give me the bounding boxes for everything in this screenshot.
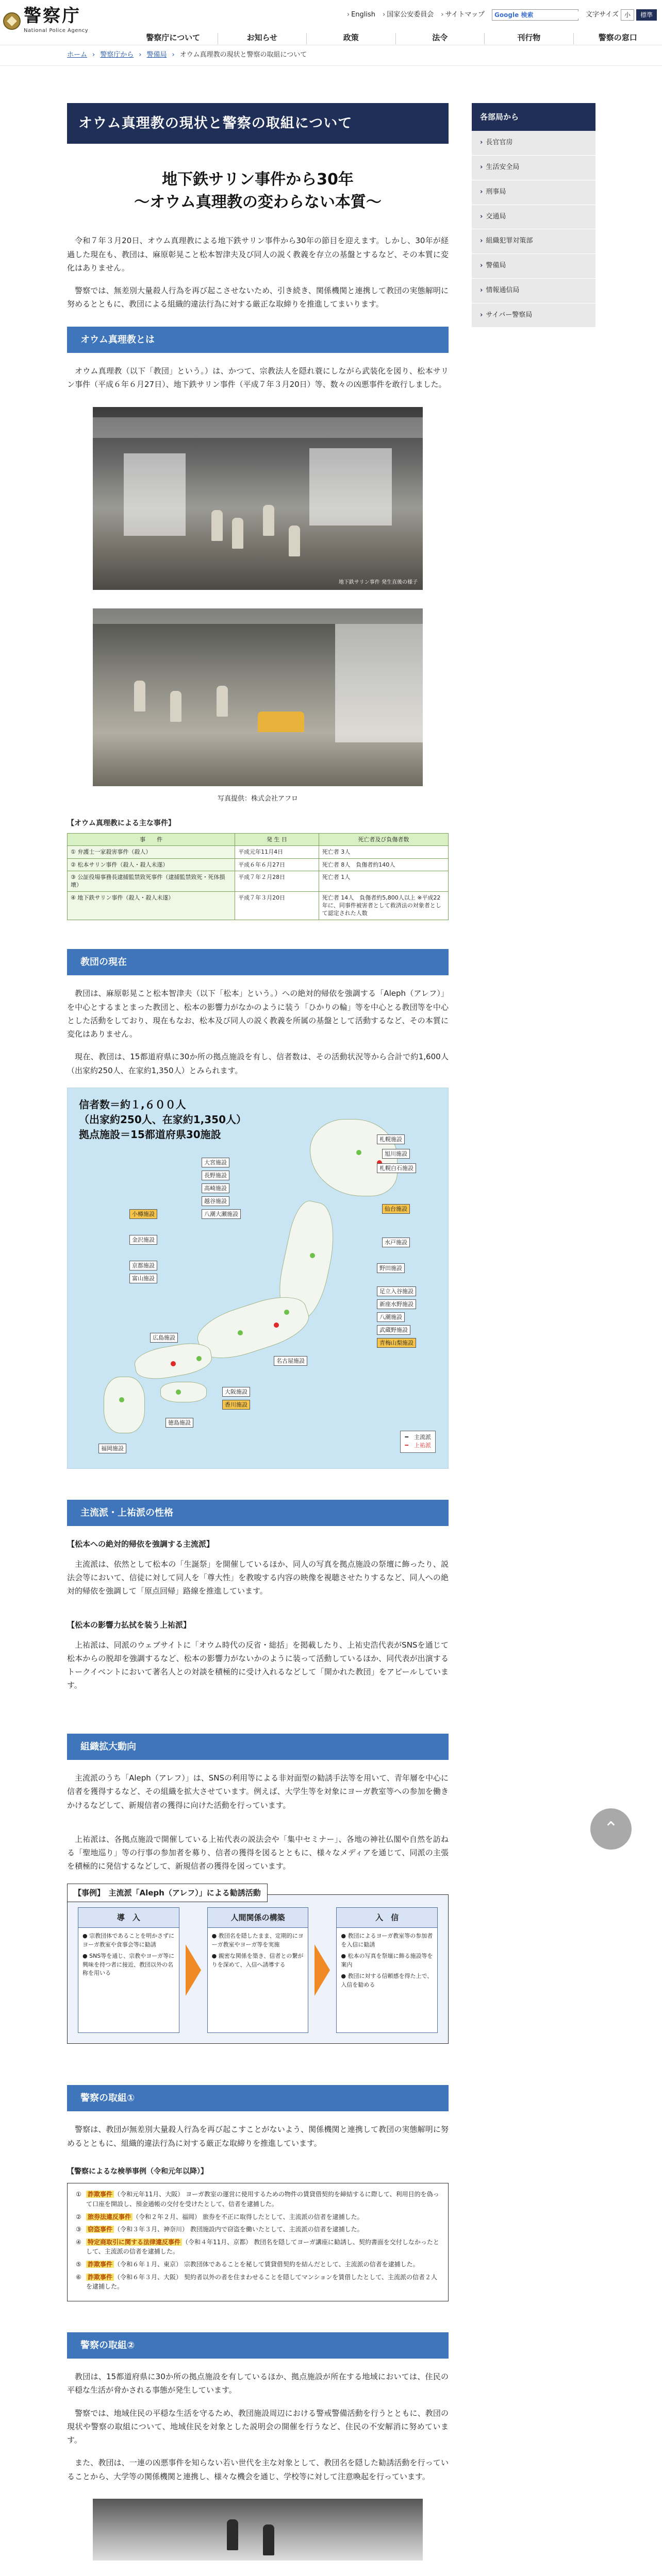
table-cell: 平成７年３月20日 xyxy=(235,891,319,920)
chevron-right-icon: › xyxy=(480,262,483,269)
cases-title: 【警察によるな検挙事例（令和元年以降）】 xyxy=(67,2167,208,2176)
case-tag: 詐欺事件 xyxy=(86,2274,114,2281)
map-land-kyushu xyxy=(104,1377,145,1433)
lead-line-1: 地下鉄サリン事件から30年 xyxy=(162,171,354,189)
photo-caption: 地下鉄サリン事件 発生直後の様子 xyxy=(338,579,418,585)
table-row xyxy=(68,846,449,858)
map-heading xyxy=(79,1097,246,1142)
facility-marker xyxy=(356,1150,361,1155)
table-cell: 平成６年６月27日 xyxy=(235,858,319,871)
facility-label: 札幌白石施設 xyxy=(377,1163,416,1173)
flow-step-list xyxy=(337,1928,437,1996)
table-cell: 死亡者 8人 負傷者約140人 xyxy=(319,858,448,871)
table-cell: ② 松本サリン事件（殺人・殺人未遂） xyxy=(68,858,235,871)
util-link-npsc[interactable] xyxy=(383,9,434,21)
facility-marker xyxy=(238,1330,243,1335)
table-cell: 死亡者 1人 xyxy=(319,871,448,891)
facility-label: 香川施設 xyxy=(222,1400,250,1410)
section-about-paragraph: オウム真理教（以下「教団」という。）は、かつて、宗教法人を隠れ蓑にしながら武装化を図り、松本サリン事件（平成６年６月27日）、地下鉄サリン事件（平成７年３月20日）等、数々の凶悪事件を敢行しました。 xyxy=(67,366,449,389)
nav-item-publications[interactable]: 刊行物 xyxy=(484,33,573,44)
list-item: ● 松本の写真を祭壇に飾る施設等を案内 xyxy=(341,1953,433,1968)
case-text: （令和３年３月、神奈川） 教団施設内で窃盗を働いたとして、主流派の信者を逮捕した。 xyxy=(114,2226,363,2233)
table-cell: 平成７年２月28日 xyxy=(235,871,319,891)
case-tag: 旅券法違反事件 xyxy=(86,2213,133,2221)
flow-step-relationship xyxy=(207,1907,309,2033)
flow-step-admission xyxy=(336,1907,438,2033)
section-heading-about: オウム真理教とは xyxy=(67,327,449,353)
case-text: （令和６年３月、大阪） 契約者以外の者を住まわせることを隠してマンションを賃借したとして、主流派の信者２人を逮捕した。 xyxy=(86,2273,438,2291)
facility-marker xyxy=(176,1389,181,1395)
arrow-right-icon xyxy=(186,1944,201,1996)
breadcrumb-bureaus[interactable]: 警察庁から xyxy=(100,51,134,59)
chevron-right-icon: › xyxy=(480,286,483,294)
facility-marker xyxy=(284,1310,289,1315)
section-character-paragraph-2: 上祐派は、同派のウェブサイトに「オウム時代の反省・総括」を掲載したり、上祐史浩代表がSNSを通じて松本からの脱却を強調するなど、松本の影響力がないかのように装って活動しているほか、同代表が出演するトークイベントにおいて著名人との対談を積極的に受け入れるなどして「開かれた教団」をアピールしています。 xyxy=(67,1640,449,1690)
subheading-joyu-faction: 【松本の影響力払拭を装う上祐派】 xyxy=(67,1620,191,1630)
nav-item-contact[interactable]: 警察の窓口 xyxy=(573,33,662,44)
flow-step-title: 導 入 xyxy=(78,1908,179,1928)
case-text: （令和６年１月、東京） 宗教団体であることを秘して賃貸借契約を結んだとして、主流派の信者を逮捕した。 xyxy=(114,2260,419,2268)
table-header: 死亡者及び負傷者数 xyxy=(319,833,448,845)
photo-detail xyxy=(232,518,243,549)
breadcrumb-security-bureau[interactable]: 警備局 xyxy=(146,51,167,59)
table-header: 発 生 日 xyxy=(235,833,319,845)
arrest-cases-box xyxy=(67,2183,449,2301)
case-number: ② xyxy=(76,2213,81,2221)
facility-label: 札幌施設 xyxy=(377,1134,405,1144)
sidebar xyxy=(472,103,595,328)
sidebar-item-label: 情報通信局 xyxy=(486,286,520,294)
section-police-2-paragraph-2: 警察では、地域住民の平穏な生活を守るため、教団施設周辺における警戒警備活動を行うとともに、教団の現状や警察の取組について、地域住民を対象とした説明会の開催を行うなど、住民の不安解消に努めています。 xyxy=(67,2408,449,2445)
sidebar-item-cyber[interactable] xyxy=(472,303,595,328)
list-item: ● 教団名を隠したまま、定期的にヨーガ教室やヨーガ等を実施 xyxy=(211,1933,304,1948)
briefing-photo xyxy=(93,2499,423,2561)
sidebar-item-security[interactable] xyxy=(472,254,595,279)
facility-label: 水戸施設 xyxy=(382,1238,410,1247)
subheading-mainstream: 【松本への絶対的帰依を強調する主流派】 xyxy=(67,1539,214,1549)
chevron-right-icon: › xyxy=(480,188,483,196)
nav-item-news[interactable]: お知らせ xyxy=(218,33,307,44)
sidebar-item-organized-crime[interactable] xyxy=(472,229,595,254)
case-text: （令和４年11月、京都） 教団名を隠してヨーガ講座に勧誘し、契約書面を交付しなかったとして、主流派の信者を逮捕した。 xyxy=(86,2238,439,2256)
chevron-right-icon: › xyxy=(139,51,142,59)
flow-step-title: 入 信 xyxy=(337,1908,437,1928)
map-legend xyxy=(400,1431,436,1453)
font-small-button[interactable]: 小 xyxy=(621,9,634,21)
search-input[interactable] xyxy=(535,11,592,19)
subway-photo-2 xyxy=(93,608,423,786)
table-cell: 死亡者 3人 xyxy=(319,846,448,858)
case-tag: 窃盗事件 xyxy=(86,2226,114,2233)
facility-label: 足立入谷施設 xyxy=(377,1286,416,1296)
list-item xyxy=(76,2212,440,2222)
logo-main-text: 警察庁 xyxy=(24,6,81,26)
arrow-right-icon xyxy=(315,1944,330,1996)
util-link-sitemap[interactable] xyxy=(441,9,485,21)
list-item xyxy=(76,2225,440,2234)
lead-title xyxy=(67,168,449,213)
back-to-top-button[interactable] xyxy=(590,1808,632,1850)
page-title: オウム真理教の現状と警察の取組について xyxy=(67,103,449,144)
facility-marker xyxy=(274,1323,279,1328)
chevron-right-icon: › xyxy=(92,51,95,59)
site-logo[interactable] xyxy=(3,7,88,36)
breadcrumb xyxy=(0,45,662,66)
case-number: ⑤ xyxy=(76,2260,81,2268)
main-content xyxy=(67,103,449,2561)
list-item xyxy=(76,2238,440,2257)
case-text: （令和元年11月、大阪） ヨーガ教室の運営に使用するための物件の賃貸借契約を締結するに際して、利用目的を偽って口座を開設し、預金通帳の交付を受けたとして、信者を逮捕した。 xyxy=(86,2191,439,2208)
case-number: ⑥ xyxy=(76,2273,81,2281)
section-heading-expansion: 組織拡大動向 xyxy=(67,1734,449,1760)
chevron-right-icon: › xyxy=(480,311,483,319)
facility-map xyxy=(67,1088,449,1469)
subway-photo-1 xyxy=(93,407,423,590)
facility-label: 長野施設 xyxy=(202,1171,229,1180)
section-heading-character: 主流派・上祐派の性格 xyxy=(67,1500,449,1527)
flow-step-list xyxy=(208,1928,308,1976)
sidebar-item-label: 警備局 xyxy=(486,262,506,269)
intro-paragraph-2: 警察では、無差別大量殺人行為を再び起こさせないため、引き続き、関係機関と連携して教団の実態解明に努めるとともに、教団による組織的違法行為に対する厳正な取締りを推進してまいります。 xyxy=(67,286,449,309)
font-size-label: 文字サイズ xyxy=(586,11,619,19)
facility-label: 大阪施設 xyxy=(222,1387,250,1397)
case-number: ④ xyxy=(76,2238,81,2246)
case-tag: 特定商取引に関する法律違反事件 xyxy=(86,2239,182,2246)
photo-detail xyxy=(217,686,228,717)
photo-detail xyxy=(211,510,223,541)
chevron-right-icon: › xyxy=(346,11,350,19)
facility-label: 徳島施設 xyxy=(166,1418,193,1428)
chevron-right-icon: › xyxy=(480,163,483,171)
section-police-2-paragraph-3: また、教団は、一連の凶悪事件を知らない若い世代を主な対象として、教団名を隠した勧誘活動を行っていることから、大学等の関係機関と連携し、様々な機会を通じ、学校等に対して注意喚起を行っています。 xyxy=(67,2458,449,2481)
list-item xyxy=(76,2273,440,2292)
incident-table-title: 【オウム真理教による主な事件】 xyxy=(67,819,175,828)
photo-detail xyxy=(93,417,423,438)
intro-paragraph-1: 令和７年３月20日、オウム真理教による地下鉄サリン事件から30年の節目を迎えます。しかし、30年が経過した現在も、教団は、麻原彰晃こと松本智津夫及び同人の説く教義を存立の基盤とするなど、その本質に変化はありません。 xyxy=(67,236,449,273)
sidebar-item-label: 刑事局 xyxy=(486,188,506,196)
table-cell: 死亡者 14人 負傷者約5,800人以上 ※平成22年に、同事件被害者として救済法の対象者として認定された人数 xyxy=(319,891,448,920)
chevron-up-icon: ⌃ xyxy=(603,1818,619,1839)
case-body xyxy=(86,2190,440,2209)
list-item: ● 教団によるヨーガ教室等の参加者を入信に勧誘 xyxy=(341,1933,433,1948)
util-link-label: 国家公安委員会 xyxy=(387,11,434,19)
map-heading-line: 拠点施設＝15都道府県30施設 xyxy=(79,1128,221,1141)
font-size-control xyxy=(586,9,657,21)
sidebar-heading: 各部局から xyxy=(472,103,595,131)
facility-label: 京都施設 xyxy=(129,1261,157,1270)
photo-detail xyxy=(258,711,304,732)
global-nav xyxy=(129,33,662,44)
photo-detail xyxy=(93,608,423,624)
photo-detail xyxy=(289,526,300,556)
sidebar-item-secretariat[interactable] xyxy=(472,131,595,156)
list-item: ● 教団に対する信頼感を得た上で、入信を勧める xyxy=(341,1973,433,1988)
table-cell: 平成元年11月4日 xyxy=(235,846,319,858)
case-body xyxy=(86,2212,363,2222)
util-link-label: English xyxy=(351,11,376,19)
case-body xyxy=(86,2273,440,2292)
lead-line-2: 〜オウム真理教の変わらない本質〜 xyxy=(134,193,382,211)
breadcrumb-current: オウム真理教の現状と警察の取組について xyxy=(179,51,307,59)
nav-item-policy[interactable]: 政策 xyxy=(306,33,395,44)
facility-marker xyxy=(119,1397,124,1402)
photo-detail xyxy=(124,453,186,536)
section-expansion-paragraph-2: 上祐派は、各拠点施設で開催している上祐代表の説法会や「集中セミナー」、各地の神社仏閣や自然を訪ねる「聖地巡り」等の行事の参加者を募り、信者の獲得を図るとともに、様々なメディアを通じて、同派の主張を積極的に発信するなどして、新規信者の獲得を図っています。 xyxy=(67,1834,449,1871)
section-current-paragraph-2: 現在、教団は、15都道府県に30か所の拠点施設を有し、信者数は、その活動状況等から合計で約1,600人（出家約250人、在家約1,350人）とみられます。 xyxy=(67,1052,449,1075)
sidebar-item-community-safety[interactable] xyxy=(472,156,595,180)
search-brand-label: Google 検索 xyxy=(494,11,534,19)
section-character-paragraph-1: 主流派は、依然として松本の「生誕祭」を開催しているほか、同人の写真を拠点施設の祭壇に飾ったり、説法会等において、信徒に対して同人を「尊大性」を教唆する内容の映像を視聴させたりするなど、同人への絶対的帰依を強調して「原点回帰」路線を推進しています。 xyxy=(67,1559,449,1596)
case-body xyxy=(86,2225,363,2234)
flow-title: 【事例】 主流派「Aleph（アレフ）」による勧誘活動 xyxy=(67,1884,268,1902)
list-item xyxy=(76,2190,440,2209)
chevron-right-icon: › xyxy=(480,237,483,245)
section-heading-police-efforts-1: 警察の取組① xyxy=(67,2085,449,2112)
flow-step-introduction xyxy=(78,1907,179,2033)
police-emblem-icon xyxy=(3,12,21,30)
section-current-paragraph-1: 教団は、麻原彰晃こと松本智津夫（以下「松本」という。）への絶対的帰依を強調する「Aleph（アレフ）」を中心とするまとまった教団と、松本の影響力がなかのように装う「ひかりの輪」等を中心とる教団等を中心とした活動をしており、現在もなお、松本及び同人の説く教義を所属の基盤として活動するなど、その本質に変化はありません。 xyxy=(67,989,449,1039)
list-item: ● 宗教団体であることを明かさずにヨーガ教室や食事会等に勧誘 xyxy=(82,1933,175,1948)
facility-label: 小樽施設 xyxy=(129,1209,157,1219)
recruitment-flow-diagram xyxy=(67,1894,449,2044)
facility-label: 富山施設 xyxy=(129,1274,157,1283)
chevron-right-icon: › xyxy=(441,11,444,19)
flow-step-title: 人間関係の構築 xyxy=(208,1908,308,1928)
case-number: ③ xyxy=(76,2226,81,2233)
facility-label: 八潮大瀬施設 xyxy=(202,1209,241,1219)
util-link-english[interactable] xyxy=(347,9,375,21)
site-header xyxy=(0,0,662,45)
facility-marker xyxy=(196,1356,202,1361)
map-heading-line: （出家約250人、在家約1,350人） xyxy=(79,1113,247,1126)
section-police-2-paragraph-1: 教団は、15都道府県に30か所の拠点施設を有しているほか、拠点施設が所在する地域においては、住民の平穏な生活が脅かされる事態が発生しています。 xyxy=(67,2372,449,2395)
map-heading-line: 信者数＝約１,６００人 xyxy=(79,1098,186,1111)
legend-entry: ━ 上祐派 xyxy=(405,1442,431,1449)
photo-detail xyxy=(227,2519,238,2550)
facility-label: 仙台施設 xyxy=(382,1204,410,1214)
case-text: （令和２年２月、福岡） 旅券を不正に取得したとして、主流派の信者を逮捕した。 xyxy=(133,2213,363,2221)
chevron-right-icon: › xyxy=(172,51,175,59)
utility-bar xyxy=(347,9,657,21)
case-number: ① xyxy=(76,2191,81,2198)
logo-sub-text: National Police Agency xyxy=(24,28,89,33)
table-cell: ③ 公証役場事務長逮捕監禁致死事件（逮捕監禁致死・死体損壊） xyxy=(68,871,235,891)
site-search xyxy=(492,9,578,21)
nav-item-about[interactable]: 警察庁について xyxy=(146,33,201,42)
table-cell: ① 弁護士一家殺害事件（殺人） xyxy=(68,846,235,858)
sidebar-item-info-comm[interactable] xyxy=(472,279,595,303)
breadcrumb-home[interactable]: ホーム xyxy=(67,51,88,59)
facility-label: 名古屋施設 xyxy=(274,1356,307,1366)
facility-label: 金沢施設 xyxy=(129,1235,157,1245)
table-cell: ④ 地下鉄サリン事件（殺人・殺人未遂） xyxy=(68,891,235,920)
facility-marker xyxy=(171,1361,176,1366)
recruitment-flow-wrapper xyxy=(67,1884,449,2044)
list-item: ● 親密な関係を築き、信者との繋がりを深めて、入信へ誘導する xyxy=(211,1953,304,1968)
facility-label: 武蔵野施設 xyxy=(377,1325,410,1335)
facility-label: 新座水野施設 xyxy=(377,1299,416,1309)
sidebar-item-label: 組織犯罪対策部 xyxy=(486,237,533,245)
chevron-right-icon: › xyxy=(480,139,483,147)
facility-label: 大宮施設 xyxy=(202,1158,229,1167)
nav-item-laws[interactable]: 法令 xyxy=(395,33,485,44)
photo-detail xyxy=(170,691,181,722)
table-row xyxy=(68,871,449,891)
incident-table xyxy=(67,833,449,920)
sidebar-list xyxy=(472,131,595,328)
case-tag: 詐欺事件 xyxy=(86,2191,114,2198)
facility-label: 高崎施設 xyxy=(202,1183,229,1193)
sidebar-item-label: サイバー警察局 xyxy=(486,311,533,319)
legend-entry: ━ 主流派 xyxy=(405,1433,431,1440)
facility-marker xyxy=(310,1253,315,1258)
section-police-1-paragraph: 警察は、教団が無差別大量殺人行為を再び起こすことがないよう、関係機関と連携して教団の実態解明に努めるとともに、組織的違法行為に対する厳正な取締りを推進しています。 xyxy=(67,2125,449,2148)
sidebar-item-traffic[interactable] xyxy=(472,205,595,230)
flow-step-list xyxy=(78,1928,179,1985)
facility-label: 越谷施設 xyxy=(202,1196,229,1206)
photo-detail xyxy=(134,681,145,711)
logo-text xyxy=(24,7,88,36)
font-standard-button[interactable]: 標準 xyxy=(636,9,657,21)
sidebar-item-label: 交通局 xyxy=(486,212,506,221)
facility-label: 福岡施設 xyxy=(98,1444,126,1453)
facility-label: 八潮施設 xyxy=(377,1312,405,1322)
facility-label: 青梅山梨施設 xyxy=(377,1338,416,1348)
chevron-right-icon: › xyxy=(480,212,483,221)
sidebar-item-label: 長官官房 xyxy=(486,139,513,147)
table-header: 事 件 xyxy=(68,833,235,845)
facility-label: 広島施設 xyxy=(150,1333,178,1343)
section-heading-police-efforts-2: 警察の取組② xyxy=(67,2332,449,2359)
photo-detail xyxy=(263,505,274,536)
table-header-row xyxy=(68,833,449,845)
photo-detail xyxy=(309,448,392,526)
util-link-label: サイトマップ xyxy=(445,11,485,19)
photo-detail xyxy=(335,624,423,742)
sidebar-item-label: 生活安全局 xyxy=(486,163,520,171)
case-body xyxy=(86,2238,440,2257)
section-heading-current: 教団の現在 xyxy=(67,949,449,976)
table-row xyxy=(68,858,449,871)
chevron-right-icon: › xyxy=(383,11,386,19)
case-body xyxy=(86,2260,419,2269)
case-tag: 詐欺事件 xyxy=(86,2261,114,2268)
section-expansion-paragraph-1: 主流派のうち「Aleph（アレフ）」は、SNSの利用等による非対面型の勧誘手法等を用いて、青年層を中心に信者を獲得するなど、その組織を拡大させています。例えば、大学生等を対象にヨーガ教室等への参加を働きかけるなどして、新規信者の獲得に向けた活動を行っています。 xyxy=(67,1773,449,1810)
list-item: ● SNS等を通じ、宗教やヨーガ等に興味を持つ者に接近、教団以外の名称を用いる xyxy=(82,1953,175,1977)
table-row xyxy=(68,891,449,920)
map-land-shikoku xyxy=(160,1382,207,1402)
photo-credit: 写真提供：株式会社アフロ xyxy=(217,794,298,803)
sidebar-item-criminal[interactable] xyxy=(472,180,595,205)
facility-label: 野田施設 xyxy=(377,1263,405,1273)
photo-detail xyxy=(263,2524,274,2555)
facility-label: 旭川施設 xyxy=(382,1149,410,1159)
list-item xyxy=(76,2260,440,2269)
